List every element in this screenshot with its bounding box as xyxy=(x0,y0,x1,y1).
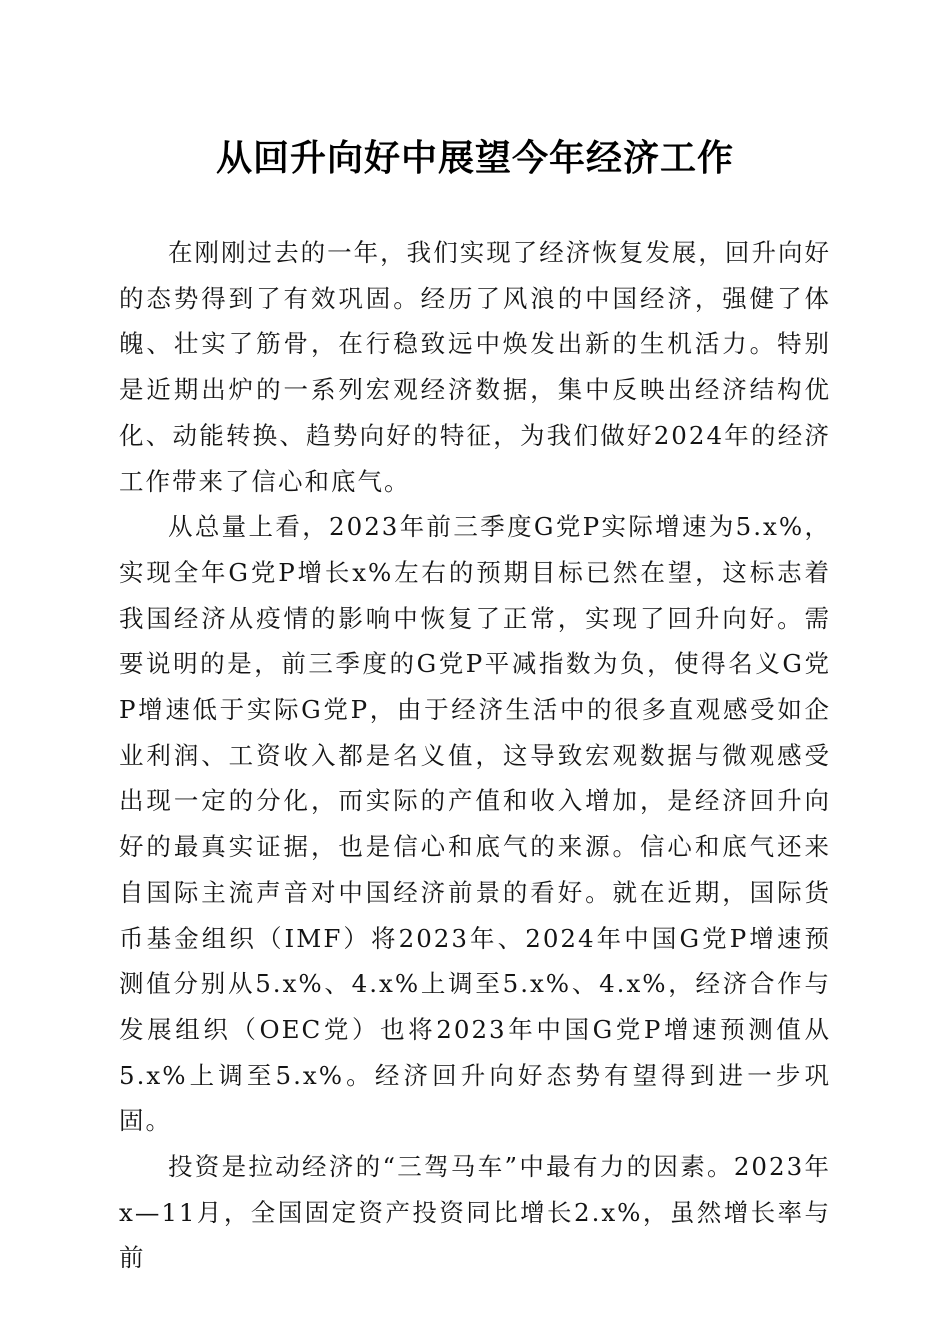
paragraph-2: 从总量上看，2023年前三季度G党P实际增速为5.x%，实现全年G党P增长x%左右的预期目标已然在望，这标志着我国经济从疫情的影响中恢复了正常，实现了回升向好。需要说明的是，前三季度的G党P平减指数为负，使得名义G党P增速低于实际G党P，由于经济生活中的很多直观感受如企业利润、工资收入都是名义值，这导致宏观数据与微观感受出现一定的分化，而实际的产值和收入增加，是经济回升向好的最真实证据，也是信心和底气的来源。信心和底气还来自国际主流声音对中国经济前景的看好。就在近期，国际货币基金组织（IMF）将2023年、2024年中国G党P增速预测值分别从5.x%、4.x%上调至5.x%、4.x%，经济合作与发展组织（OEC党）也将2023年中国G党P增速预测值从5.x%上调至5.x%。经济回升向好态势有望得到进一步巩固。 xyxy=(119,512,831,1136)
document-body xyxy=(119,230,831,1281)
paragraph-1: 在刚刚过去的一年，我们实现了经济恢复发展，回升向好的态势得到了有效巩固。经历了风浪的中国经济，强健了体魄、壮实了筋骨，在行稳致远中焕发出新的生机活力。特别是近期出炉的一系列宏观经济数据，集中反映出经济结构优化、动能转换、趋势向好的特征，为我们做好2024年的经济工作带来了信心和底气。 xyxy=(119,238,831,496)
document-title: 从回升向好中展望今年经济工作 xyxy=(215,137,734,179)
paragraph-3: 投资是拉动经济的“三驾马车”中最有力的因素。2023年x—11月，全国固定资产投资同比增长2.x%，虽然增长率与前 xyxy=(119,1152,831,1273)
